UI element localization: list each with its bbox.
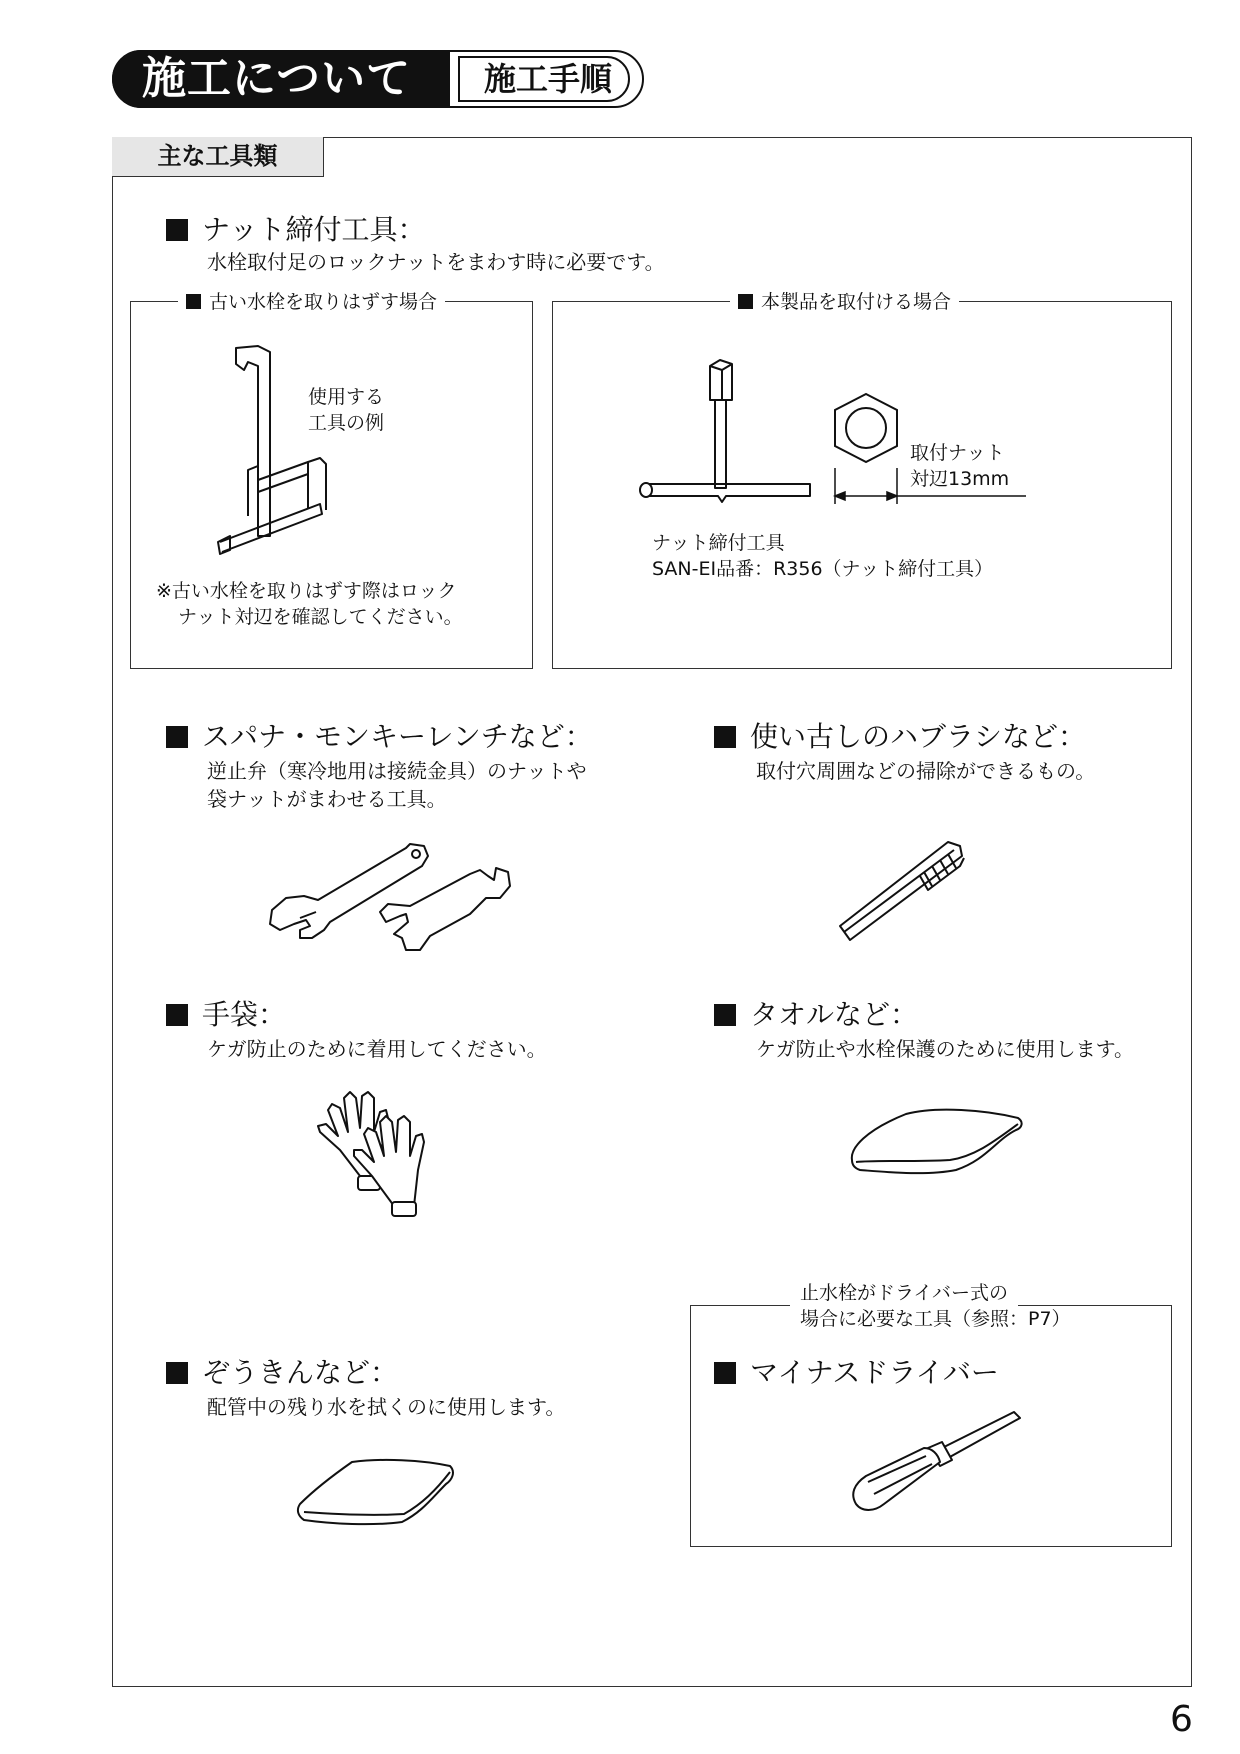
nut-size-label-1: 取付ナット [910,442,1005,464]
bullet-square-icon [166,219,188,241]
toothbrush-title-text: 使い古しのハブラシなど： [750,720,1087,753]
spanner-desc-1: 逆止弁（寒冷地用は接続金具）のナットや [207,759,587,783]
tool-example-label-2: 工具の例 [308,412,385,434]
bullet-square-icon [738,294,753,309]
nut-icon [826,390,906,470]
tool-example-label-1: 使用する [308,386,385,408]
bullet-square-icon [714,1362,736,1384]
rag-icon [292,1452,462,1532]
rag-title-text: ぞうきんなど： [202,1356,399,1389]
bullet-square-icon [714,726,736,748]
spanner-title [166,720,593,754]
spanner-title-text: スパナ・モンキーレンチなど： [202,720,593,753]
socket-tool-label-1: ナット締付工具 [652,532,785,554]
old-faucet-note-1: ※古い水栓を取りはずす際はロック [156,580,457,602]
rag-title [166,1356,398,1390]
spanner-desc-2: 袋ナットがまわせる工具。 [207,787,447,811]
nut-tool-description: 水栓取付足のロックナットをまわす時に必要です。 [207,250,665,274]
bullet-square-icon [166,1004,188,1026]
rag-description: 配管中の残り水を拭くのに使用します。 [207,1395,566,1419]
screwdriver-box-title-2: 場合に必要な工具（参照：P7） [790,1306,1081,1332]
old-faucet-box-title-text: 古い水栓を取りはずす場合 [209,291,438,313]
wrench-icon [260,840,540,960]
socket-tool-label-2: SAN-EI品番：R356（ナット締付工具） [652,558,994,580]
screwdriver-title-text: マイナスドライバー [750,1356,999,1389]
page-number: 6 [1170,1699,1193,1740]
bullet-square-icon [166,726,188,748]
bullet-square-icon [166,1362,188,1384]
gloves-title [166,998,286,1032]
towel-title-text: タオルなど： [750,998,919,1031]
gloves-description: ケガ防止のために着用してください。 [207,1037,547,1061]
socket-wrench-icon [636,356,816,516]
header-subtitle: 施工手順 [483,60,612,98]
header-title: 施工について [112,50,450,108]
flathead-screwdriver-icon [846,1404,1026,1524]
old-faucet-box-title [178,290,445,314]
gloves-title-text: 手袋： [202,998,287,1031]
screwdriver-box-title-1: 止水栓がドライバー式の [790,1280,1018,1306]
bullet-square-icon [186,294,201,309]
toothbrush-icon [836,836,976,946]
old-faucet-note-2: ナット対辺を確認してください。 [178,606,463,628]
new-product-box-title [730,290,959,314]
new-product-box-title-text: 本製品を取付ける場合 [761,291,952,313]
towel-icon [846,1100,1026,1180]
screwdriver-title [714,1356,999,1390]
gloves-icon [310,1080,440,1220]
page-header [112,50,644,108]
towel-title [714,998,918,1032]
towel-description: ケガ防止や水栓保護のために使用します。 [756,1037,1134,1061]
nut-tool-title [166,213,425,247]
lock-nut-wrench-icon [200,340,350,560]
toothbrush-title [714,720,1086,754]
nut-tool-title-text: ナット締付工具： [202,213,426,246]
bullet-square-icon [714,1004,736,1026]
nut-size-label-2: 対辺13mm [910,468,1010,490]
section-tab: 主な工具類 [112,137,324,177]
toothbrush-description: 取付穴周囲などの掃除ができるもの。 [756,759,1096,783]
